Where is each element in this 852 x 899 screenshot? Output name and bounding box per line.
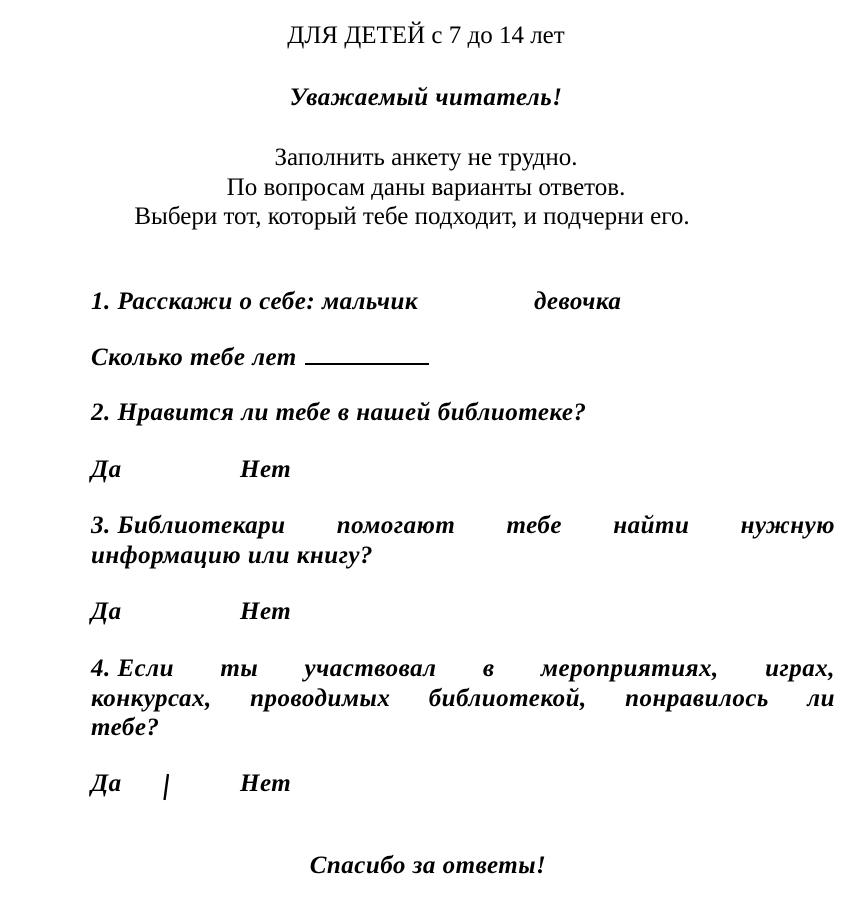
question-1-text-boy[interactable]: 1. Расскажи о себе: мальчик bbox=[91, 288, 419, 315]
q4-word: проводимых bbox=[250, 685, 391, 712]
q4-word: библиотекой, bbox=[428, 685, 587, 712]
q3-word: найти bbox=[613, 512, 690, 539]
q4-word: мероприятиях, bbox=[540, 655, 719, 682]
q4-word: ли bbox=[807, 685, 835, 712]
question-2-text: 2. Нравится ли тебе в нашей библиотеке? bbox=[91, 399, 587, 426]
question-2-answer-no[interactable]: Нет bbox=[240, 456, 292, 483]
greeting-heading: Уважаемый читатель! bbox=[289, 84, 563, 111]
q3-word: помогают bbox=[336, 512, 456, 539]
age-question bbox=[91, 344, 429, 372]
question-1-option-girl[interactable]: девочка bbox=[534, 288, 622, 315]
q4-word: в bbox=[482, 655, 495, 682]
question-3-line-1 bbox=[91, 512, 835, 540]
q4-word: участвовал bbox=[304, 655, 437, 682]
question-3-line-2: информацию или книгу? bbox=[91, 542, 374, 569]
thanks-footer: Спасибо за ответы! bbox=[309, 852, 547, 879]
question-4-line-3: тебе? bbox=[91, 714, 160, 741]
intro-line-2: По вопросам даны варианты ответов. bbox=[226, 174, 626, 201]
question-3-answer-no[interactable]: Нет bbox=[240, 598, 292, 625]
q4-word: конкурсах, bbox=[91, 685, 212, 712]
q4-word: играх, bbox=[765, 655, 835, 682]
question-4-line-2 bbox=[91, 685, 835, 713]
pen-stroke-mark bbox=[163, 773, 169, 801]
question-4-answer-no[interactable]: Нет bbox=[240, 770, 292, 797]
q4-word: ты bbox=[220, 655, 259, 682]
age-prompt: Сколько тебе лет bbox=[91, 344, 297, 371]
q4-word: 4. Если bbox=[91, 655, 175, 682]
q3-word: 3. Библиотекари bbox=[91, 512, 286, 539]
age-blank-line[interactable] bbox=[305, 345, 429, 365]
question-1 bbox=[91, 288, 418, 316]
question-2-answer-yes[interactable]: Да bbox=[91, 456, 122, 483]
q3-word: тебе bbox=[506, 512, 562, 539]
intro-line-1: Заполнить анкету не трудно. bbox=[274, 144, 578, 171]
question-4-line-1 bbox=[91, 655, 835, 683]
question-4-answer-yes[interactable]: Да bbox=[91, 770, 122, 797]
age-group-heading: ДЛЯ ДЕТЕЙ с 7 до 14 лет bbox=[287, 22, 565, 49]
q4-word: понравилось bbox=[625, 685, 769, 712]
intro-line-3: Выбери тот, который тебе подходит, и подчерни его. bbox=[134, 203, 690, 230]
question-3-answer-yes[interactable]: Да bbox=[91, 598, 122, 625]
q3-word: нужную bbox=[740, 512, 835, 539]
